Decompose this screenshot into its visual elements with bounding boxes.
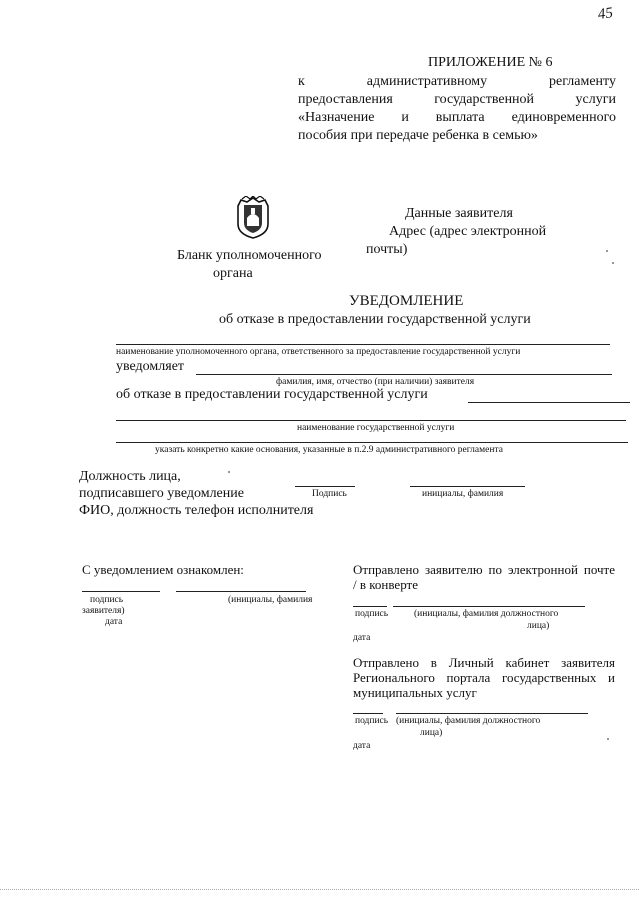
page-number: 45: [596, 5, 614, 23]
sent-email-official-line[interactable]: [393, 606, 585, 607]
scan-speck: [607, 738, 609, 740]
applicant-address-line-1: Адрес (адрес электронной: [389, 224, 547, 239]
signatory-initials-line[interactable]: [410, 486, 525, 487]
signatory-signed: подписавшего уведомление: [79, 486, 244, 501]
service-caption: наименование государственной услуги: [297, 423, 455, 433]
notice-title: УВЕДОМЛЕНИЕ: [349, 293, 464, 309]
service-line[interactable]: [116, 420, 626, 421]
sent-email-line-1: Отправлено заявителю по электронной почте: [353, 562, 615, 577]
acquainted-label: С уведомлением ознакомлен:: [82, 562, 244, 577]
sent-cabinet-line-3: муниципальных услуг: [353, 685, 477, 700]
executor-info: ФИО, должность телефон исполнителя: [79, 503, 314, 518]
sent-cabinet-date-caption: дата: [353, 741, 371, 751]
sent-cabinet-official-line[interactable]: [396, 713, 588, 714]
appendix-line-4: пособия при передаче ребенка в семью»: [298, 128, 538, 143]
acquainted-date-caption: дата: [105, 617, 123, 627]
acquainted-initials-caption: (инициалы, фамилия: [228, 595, 313, 605]
grounds-line[interactable]: [116, 442, 628, 443]
signatory-initials-caption: инициалы, фамилия: [422, 489, 504, 499]
sent-cabinet-official-caption: (инициалы, фамилия должностного: [396, 716, 541, 726]
scan-speck: [612, 262, 614, 264]
organ-caption: наименование уполномоченного органа, ответственного за предоставление государственной услуги: [116, 347, 521, 357]
service-line-inline[interactable]: [468, 402, 630, 403]
acquainted-initials-line[interactable]: [176, 591, 306, 592]
refusal-label: об отказе в предоставлении государственной услуги: [116, 387, 428, 402]
sent-email-official-caption: (инициалы, фамилия должностного: [414, 609, 559, 619]
sent-email-line-2: / в конверте: [353, 577, 418, 592]
organ-line[interactable]: [116, 344, 610, 345]
sent-email-date-caption: дата: [353, 633, 371, 643]
applicant-fio-caption: фамилия, имя, отчество (при наличии) заявителя: [276, 377, 475, 387]
sent-cabinet-sign-caption: подпись: [355, 716, 389, 726]
applicant-fio-line[interactable]: [196, 374, 612, 375]
sent-email-sign-line[interactable]: [353, 606, 387, 607]
sent-cabinet-line-1: Отправлено в Личный кабинет заявителя: [353, 655, 615, 670]
authority-blank-line-2: органа: [213, 266, 253, 281]
signatory-sign-line[interactable]: [295, 486, 355, 487]
notifies-label: уведомляет: [116, 359, 185, 374]
appendix-line-2: предоставления государственной услуги: [298, 92, 616, 107]
sent-cabinet-sign-line[interactable]: [353, 713, 383, 714]
grounds-caption: указать конкретно какие основания, указанные в п.2.9 административного регламента: [155, 445, 503, 455]
acquainted-applicant-caption: заявителя): [82, 606, 125, 616]
appendix-title: ПРИЛОЖЕНИЕ № 6: [428, 55, 553, 70]
applicant-address-line-2: почты): [366, 242, 408, 257]
scan-speck: [228, 471, 230, 473]
scan-speck: [606, 250, 608, 252]
sent-email-sign-caption: подпись: [355, 609, 389, 619]
sent-cabinet-official-caption-2: лица): [420, 728, 443, 738]
sent-email-official-caption-2: лица): [527, 621, 550, 631]
appendix-line-1: к административному регламенту: [298, 74, 616, 89]
acquainted-sign-caption: подпись: [90, 595, 124, 605]
authority-blank-line-1: Бланк уполномоченного: [177, 248, 322, 263]
applicant-data-label: Данные заявителя: [405, 206, 513, 221]
sent-cabinet-line-2: Регионального портала государственных и: [353, 670, 615, 685]
coat-of-arms-icon: [234, 196, 272, 240]
signatory-sign-caption: Подпись: [312, 489, 347, 499]
appendix-line-3: «Назначение и выплата единовременного: [298, 110, 616, 125]
signatory-position: Должность лица,: [79, 469, 181, 484]
acquainted-sign-line[interactable]: [82, 591, 160, 592]
scan-bottom-edge: [0, 889, 639, 890]
notice-subtitle: об отказе в предоставлении государственной услуги: [219, 312, 531, 327]
